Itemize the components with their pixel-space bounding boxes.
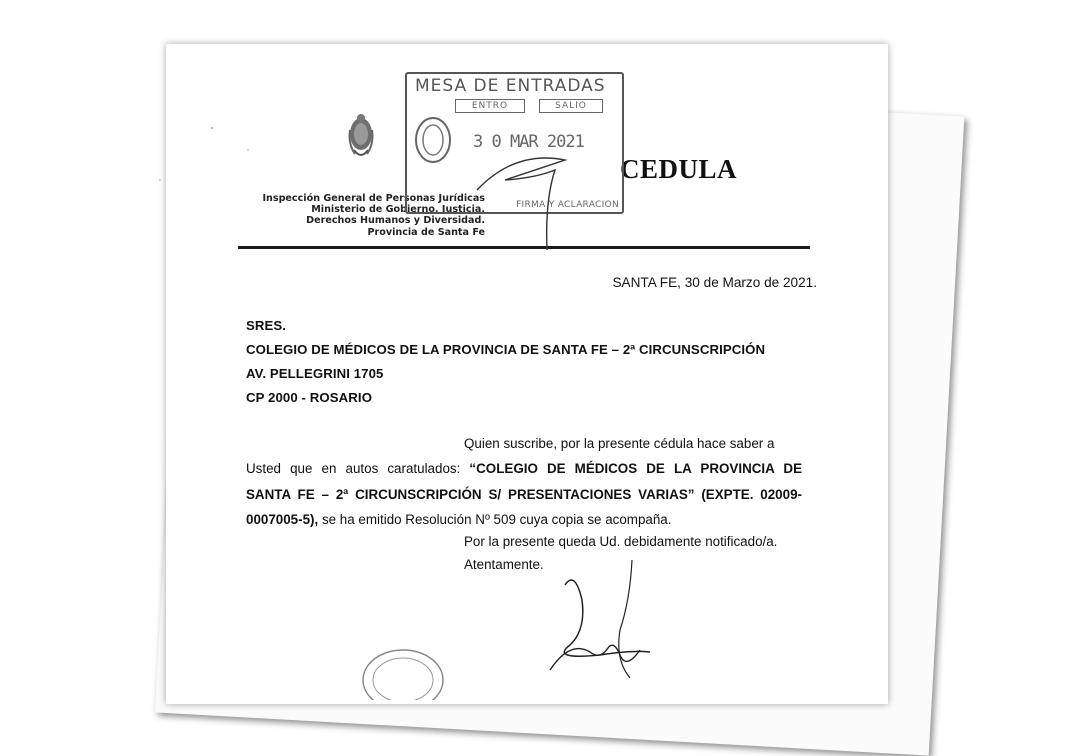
stamp-seal-icon <box>413 115 453 165</box>
notification-line: Por la presente queda Ud. debidamente notificado/a. <box>464 534 778 549</box>
body-paragraph-line: Quien suscribe, por la presente cédula hace saber a <box>464 436 775 451</box>
recipient-salutation: SRES. <box>246 318 287 333</box>
body-text-span: se ha emitido Resolución Nº 509 cuya copia se acompaña. <box>318 512 672 527</box>
document-title: CEDULA <box>620 154 738 184</box>
organization-line: Provincia de Santa Fe <box>367 226 485 238</box>
stamp-date: 3 0 MAR 2021 <box>473 132 584 152</box>
stamp-title: MESA DE ENTRADAS <box>415 76 606 96</box>
recipient-city: CP 2000 - ROSARIO <box>246 390 373 405</box>
stamp-entry-box: ENTRO <box>455 99 525 113</box>
stamp-exit-box: SALIO <box>539 99 603 113</box>
body-paragraph-line <box>246 461 802 477</box>
provincial-crest-icon <box>346 110 376 166</box>
place-and-date: SANTA FE, 30 de Marzo de 2021. <box>612 275 817 290</box>
body-paragraph-line <box>246 512 802 528</box>
header-divider <box>238 246 810 249</box>
body-paragraph-line: SANTA FE – 2ª CIRCUNSCRIPCIÓN S/ PRESENTACIONES VARIAS” (EXPTE. 02009- <box>246 487 802 502</box>
stamp-signature-label: FIRMA Y ACLARACION <box>516 200 619 210</box>
organization-line: Derechos Humanos y Diversidad. <box>306 215 485 227</box>
reception-stamp <box>405 72 624 214</box>
official-seal-icon <box>358 640 448 700</box>
case-title-span: “COLEGIO DE MÉDICOS DE LA PROVINCIA DE <box>469 461 803 476</box>
closing-line: Atentamente. <box>464 557 544 572</box>
recipient-address: AV. PELLEGRINI 1705 <box>246 366 384 381</box>
case-number-span: 0007005-5), <box>246 512 319 527</box>
recipient-name: COLEGIO DE MÉDICOS DE LA PROVINCIA DE SANTA FE – 2ª CIRCUNSCRIPCIÓN <box>246 342 766 357</box>
organization-line: Inspección General de Personas Jurídicas <box>262 193 485 204</box>
organization-line: Ministerio de Gobierno, Justicia, <box>311 204 485 216</box>
body-text-span: Usted que en autos caratulados: <box>246 461 470 476</box>
